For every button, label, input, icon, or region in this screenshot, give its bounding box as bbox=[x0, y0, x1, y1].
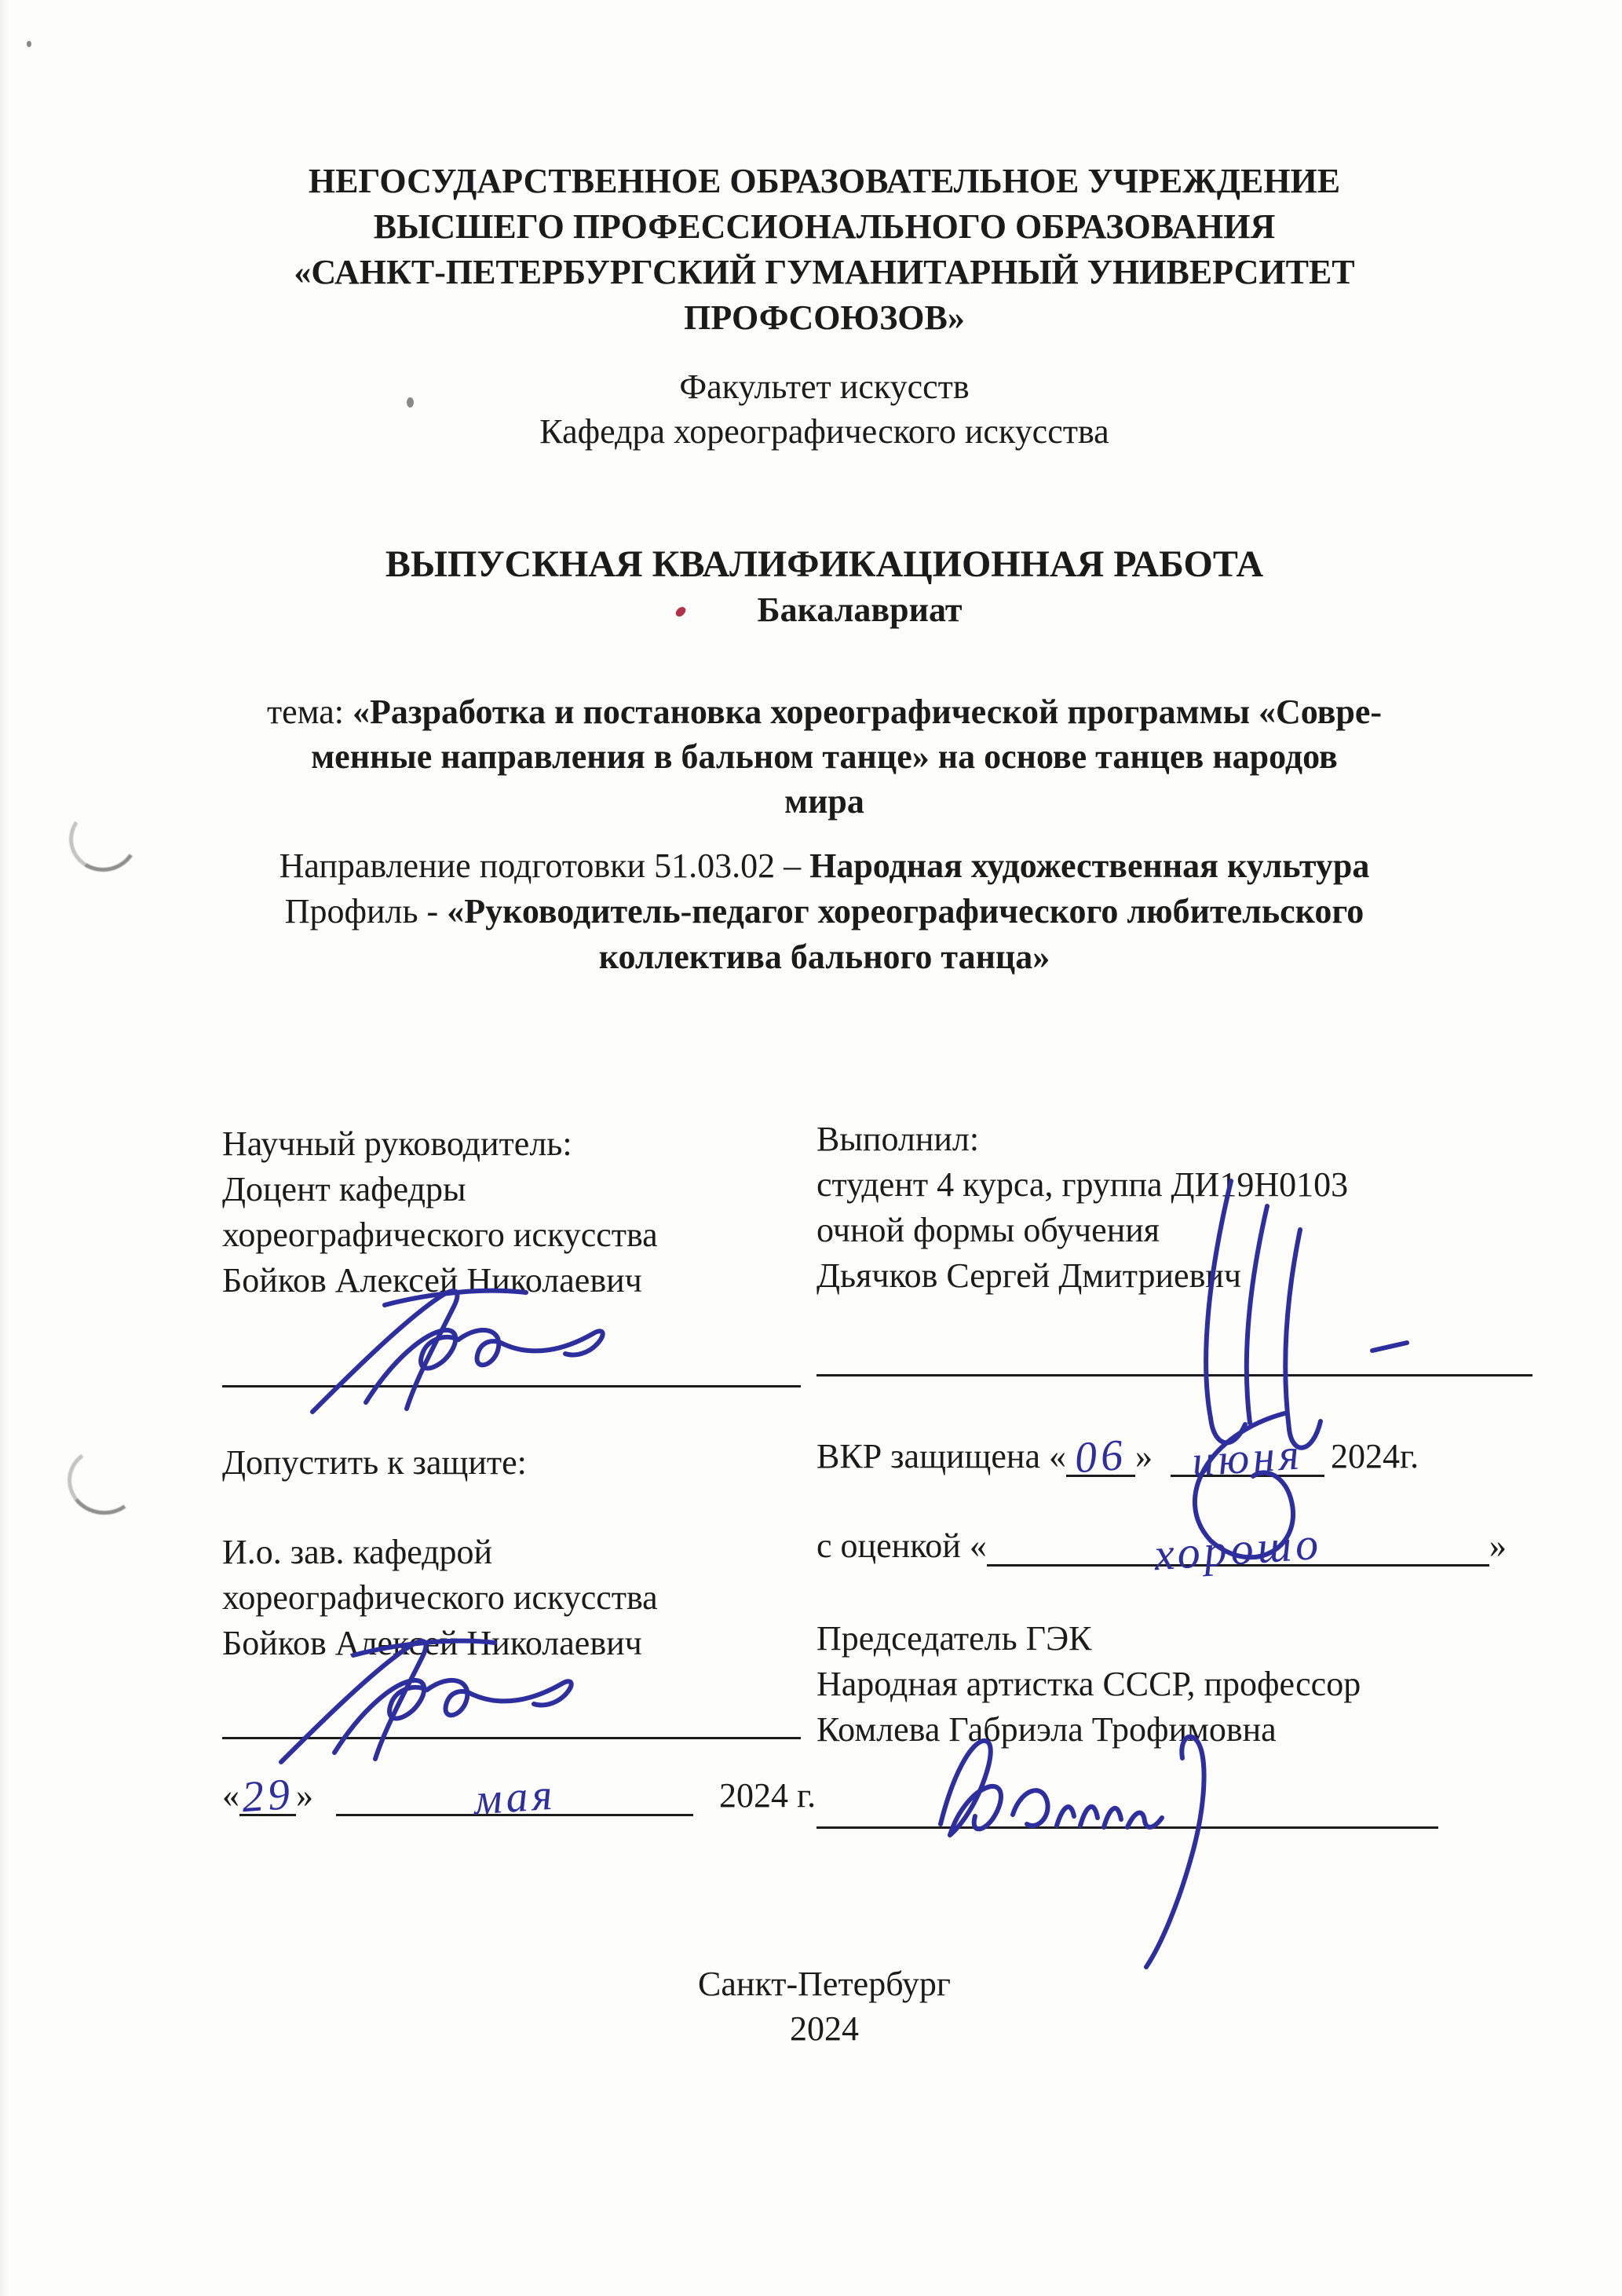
quote-close: » bbox=[1489, 1526, 1507, 1565]
defense-prefix: ВКР защищена « bbox=[816, 1437, 1066, 1475]
direction-line bbox=[104, 843, 1544, 889]
footer-block bbox=[104, 1961, 1544, 2051]
admission-date-row bbox=[222, 1769, 819, 1825]
author-group: студент 4 курса, группа ДИ19Н0103 bbox=[816, 1165, 1349, 1204]
university-line: ПРОФСОЮЗОВ» bbox=[684, 298, 965, 337]
theme-line bbox=[104, 689, 1544, 734]
author-signature bbox=[1099, 1154, 1413, 1563]
defense-year: 2024г. bbox=[1331, 1437, 1419, 1475]
quote-open: « bbox=[222, 1776, 239, 1815]
admission-position: И.о. зав. кафедрой bbox=[222, 1533, 493, 1571]
supervisor-block bbox=[222, 1121, 819, 1303]
profile-line: коллектива бального танца» bbox=[598, 938, 1050, 976]
speck-artifact bbox=[27, 41, 31, 47]
speck-artifact bbox=[407, 397, 414, 408]
theme-text: «Разработка и постановка хореографической программы «Совре- bbox=[353, 693, 1383, 731]
grade-label: с оценкой « bbox=[816, 1526, 987, 1565]
admission-label: Допустить к защите: bbox=[222, 1443, 527, 1482]
city-name: Санкт-Петербург bbox=[698, 1965, 951, 2003]
admission-year: 2024 г. bbox=[719, 1776, 816, 1815]
faculty-block bbox=[104, 364, 1544, 454]
admission-name: Бойков Алексей Николаевич bbox=[222, 1624, 642, 1662]
theme-block bbox=[104, 689, 1544, 824]
author-name: Дьячков Сергей Дмитриевич bbox=[816, 1256, 1242, 1295]
profile-prefix: Профиль - bbox=[284, 892, 448, 930]
theme-line: менные направления в бальном танце» на основе танцев народов bbox=[311, 737, 1338, 776]
author-study-form: очной формы обучения bbox=[816, 1211, 1160, 1249]
chair-title: Народная артистка СССР, профессор bbox=[816, 1665, 1361, 1703]
quote-close: » bbox=[296, 1776, 313, 1815]
university-line: НЕГОСУДАРСТВЕННОЕ ОБРАЗОВАТЕЛЬНОЕ УЧРЕЖДЕНИЕ bbox=[308, 162, 1341, 200]
handwritten-month: июня bbox=[1190, 1430, 1305, 1486]
supervisor-label: Научный руководитель: bbox=[222, 1124, 572, 1163]
chair-signature bbox=[903, 1724, 1264, 1975]
direction-prefix: Направление подготовки 51.03.02 – bbox=[279, 846, 810, 885]
direction-name: Народная художественная культура bbox=[809, 846, 1370, 885]
program-block bbox=[104, 843, 1544, 980]
admission-position: хореографического искусства bbox=[222, 1578, 658, 1617]
university-line: ВЫСШЕГО ПРОФЕССИОНАЛЬНОГО ОБРАЗОВАНИЯ bbox=[373, 207, 1276, 246]
university-header bbox=[104, 159, 1544, 341]
handwritten-grade: хорошо bbox=[1152, 1517, 1324, 1581]
handwritten-day: 29 bbox=[239, 1769, 296, 1823]
supervisor-name: Бойков Алексей Николаевич bbox=[222, 1261, 642, 1300]
theme-prefix: тема: bbox=[266, 693, 353, 731]
university-line: «САНКТ-ПЕТЕРБУРГСКИЙ ГУМАНИТАРНЫЙ УНИВЕРСИТЕТ bbox=[294, 253, 1355, 291]
supervisor-signature bbox=[290, 1285, 628, 1418]
punch-hole-artifact bbox=[63, 1442, 144, 1519]
quote-close: » bbox=[1135, 1437, 1161, 1475]
supervisor-position: хореографического искусства bbox=[222, 1216, 658, 1254]
chair-label: Председатель ГЭК bbox=[816, 1619, 1092, 1658]
work-type-block bbox=[104, 542, 1544, 633]
admission-month-field bbox=[336, 1770, 693, 1825]
author-label: Выполнил: bbox=[816, 1120, 980, 1158]
supervisor-position: Доцент кафедры bbox=[222, 1170, 466, 1208]
admission-signature bbox=[259, 1635, 597, 1768]
chair-name: Комлева Габриэла Трофимовна bbox=[816, 1710, 1277, 1749]
degree-level: Бакалавриат bbox=[757, 590, 963, 629]
faculty-name: Факультет искусств bbox=[679, 367, 970, 406]
profile-name: «Руководитель-педагог хореографического любительского bbox=[447, 892, 1364, 930]
work-title: ВЫПУСКНАЯ КВАЛИФИКАЦИОННАЯ РАБОТА bbox=[385, 543, 1264, 585]
department-name: Кафедра хореографического искусства bbox=[539, 412, 1109, 451]
admission-day-field bbox=[239, 1769, 296, 1823]
footer-year: 2024 bbox=[790, 2009, 859, 2048]
handwritten-month: мая bbox=[472, 1770, 557, 1825]
profile-line bbox=[104, 889, 1544, 934]
handwritten-day: 06 bbox=[1072, 1430, 1129, 1483]
theme-line: мира bbox=[784, 782, 864, 821]
